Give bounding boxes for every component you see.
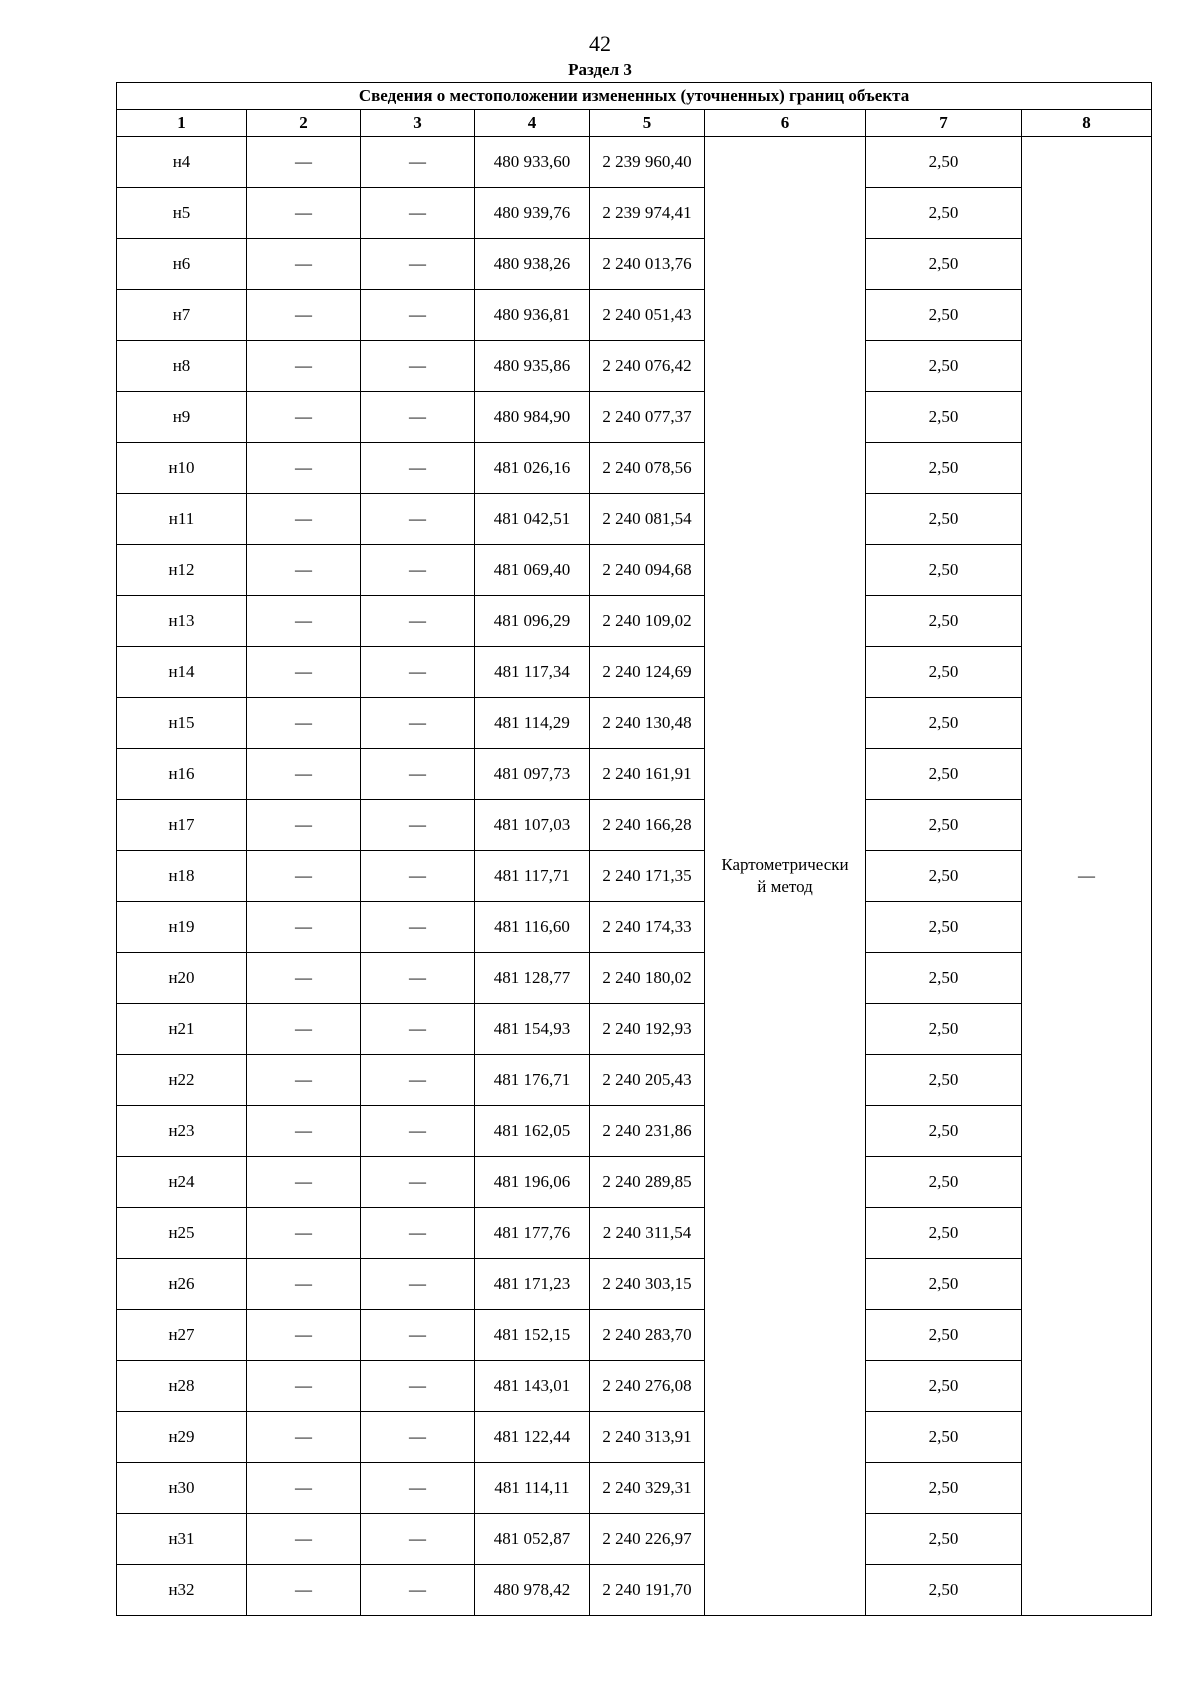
- column-3-cell: —: [361, 545, 475, 596]
- accuracy-cell: 2,50: [866, 851, 1022, 902]
- point-name-cell: н28: [117, 1361, 247, 1412]
- column-2-cell: —: [247, 851, 361, 902]
- point-name-cell: н29: [117, 1412, 247, 1463]
- column-2-cell: —: [247, 902, 361, 953]
- table-row: [117, 1361, 1152, 1412]
- coordinate-y-cell: 2 240 166,28: [590, 800, 705, 851]
- table-row: [117, 1310, 1152, 1361]
- column-2-cell: —: [247, 137, 361, 188]
- table-row: [117, 1412, 1152, 1463]
- column-3-cell: —: [361, 290, 475, 341]
- coordinate-y-cell: 2 240 283,70: [590, 1310, 705, 1361]
- table-row: [117, 902, 1152, 953]
- table-row: [117, 1004, 1152, 1055]
- column-2-cell: —: [247, 1055, 361, 1106]
- accuracy-cell: 2,50: [866, 290, 1022, 341]
- table-row: [117, 137, 1152, 188]
- column-2-cell: —: [247, 1463, 361, 1514]
- coordinate-x-cell: 481 107,03: [475, 800, 590, 851]
- column-2-cell: —: [247, 494, 361, 545]
- point-name-cell: н13: [117, 596, 247, 647]
- coordinate-y-cell: 2 240 311,54: [590, 1208, 705, 1259]
- column-3-cell: —: [361, 698, 475, 749]
- table-row: [117, 800, 1152, 851]
- point-name-cell: н27: [117, 1310, 247, 1361]
- point-name-cell: н19: [117, 902, 247, 953]
- column-2-cell: —: [247, 1106, 361, 1157]
- point-name-cell: н15: [117, 698, 247, 749]
- column-2-cell: —: [247, 1361, 361, 1412]
- coordinate-x-cell: 481 096,29: [475, 596, 590, 647]
- accuracy-cell: 2,50: [866, 953, 1022, 1004]
- column-3-cell: —: [361, 1310, 475, 1361]
- coordinate-y-cell: 2 240 077,37: [590, 392, 705, 443]
- table-row: [117, 1565, 1152, 1616]
- point-name-cell: н31: [117, 1514, 247, 1565]
- table-row: [117, 290, 1152, 341]
- coordinate-y-cell: 2 239 974,41: [590, 188, 705, 239]
- column-3-cell: —: [361, 1208, 475, 1259]
- point-name-cell: н32: [117, 1565, 247, 1616]
- column-3-cell: —: [361, 1004, 475, 1055]
- point-name-cell: н4: [117, 137, 247, 188]
- coordinate-y-cell: 2 240 174,33: [590, 902, 705, 953]
- coordinate-x-cell: 481 117,71: [475, 851, 590, 902]
- point-name-cell: н23: [117, 1106, 247, 1157]
- boundary-coordinates-table: [116, 82, 1152, 1616]
- accuracy-cell: 2,50: [866, 443, 1022, 494]
- accuracy-cell: 2,50: [866, 1004, 1022, 1055]
- accuracy-cell: 2,50: [866, 1259, 1022, 1310]
- coordinate-y-cell: 2 240 109,02: [590, 596, 705, 647]
- column-2-cell: —: [247, 239, 361, 290]
- section-title: Раздел 3: [568, 60, 632, 79]
- accuracy-cell: 2,50: [866, 698, 1022, 749]
- point-name-cell: н24: [117, 1157, 247, 1208]
- column-3-cell: —: [361, 1514, 475, 1565]
- column-2-cell: —: [247, 1259, 361, 1310]
- accuracy-cell: 2,50: [866, 494, 1022, 545]
- accuracy-cell: 2,50: [866, 1412, 1022, 1463]
- coordinate-x-cell: 481 069,40: [475, 545, 590, 596]
- column-3-cell: —: [361, 494, 475, 545]
- column-2-cell: —: [247, 953, 361, 1004]
- table-row: [117, 188, 1152, 239]
- point-name-cell: н6: [117, 239, 247, 290]
- table-row: [117, 851, 1152, 902]
- column-2-cell: —: [247, 1157, 361, 1208]
- coordinate-x-cell: 480 938,26: [475, 239, 590, 290]
- coordinate-x-cell: 481 162,05: [475, 1106, 590, 1157]
- coordinate-x-cell: 481 152,15: [475, 1310, 590, 1361]
- accuracy-cell: 2,50: [866, 800, 1022, 851]
- accuracy-cell: 2,50: [866, 1208, 1022, 1259]
- coordinate-y-cell: 2 239 960,40: [590, 137, 705, 188]
- table-row: [117, 1463, 1152, 1514]
- table-row: [117, 1157, 1152, 1208]
- column-2-cell: —: [247, 392, 361, 443]
- column-3-cell: —: [361, 800, 475, 851]
- coordinate-y-cell: 2 240 329,31: [590, 1463, 705, 1514]
- point-name-cell: н10: [117, 443, 247, 494]
- coordinate-x-cell: 481 177,76: [475, 1208, 590, 1259]
- table-row: [117, 647, 1152, 698]
- column-2-cell: —: [247, 1514, 361, 1565]
- accuracy-cell: 2,50: [866, 137, 1022, 188]
- coordinate-x-cell: 481 116,60: [475, 902, 590, 953]
- point-name-cell: н25: [117, 1208, 247, 1259]
- table-row: [117, 596, 1152, 647]
- column-2-cell: —: [247, 290, 361, 341]
- table-row: [117, 1208, 1152, 1259]
- column-2-cell: —: [247, 545, 361, 596]
- coordinate-y-cell: 2 240 276,08: [590, 1361, 705, 1412]
- accuracy-cell: 2,50: [866, 545, 1022, 596]
- column-2-cell: —: [247, 1208, 361, 1259]
- column-3-cell: —: [361, 1412, 475, 1463]
- point-name-cell: н30: [117, 1463, 247, 1514]
- table-row: [117, 392, 1152, 443]
- coordinate-x-cell: 481 171,23: [475, 1259, 590, 1310]
- point-name-cell: н8: [117, 341, 247, 392]
- coordinate-x-cell: 481 097,73: [475, 749, 590, 800]
- table-row: [117, 545, 1152, 596]
- column-number-row: [117, 110, 1152, 137]
- accuracy-cell: 2,50: [866, 647, 1022, 698]
- table-row: [117, 698, 1152, 749]
- accuracy-cell: 2,50: [866, 1157, 1022, 1208]
- accuracy-cell: 2,50: [866, 392, 1022, 443]
- coordinate-x-cell: 480 978,42: [475, 1565, 590, 1616]
- point-name-cell: н5: [117, 188, 247, 239]
- table-caption: Сведения о местоположении измененных (уточненных) границ объекта: [117, 83, 1152, 110]
- table-body: [117, 137, 1152, 1616]
- column-number: 2: [247, 110, 361, 137]
- table-row: [117, 749, 1152, 800]
- point-name-cell: н12: [117, 545, 247, 596]
- column-3-cell: —: [361, 1055, 475, 1106]
- coordinate-y-cell: 2 240 161,91: [590, 749, 705, 800]
- column-2-cell: —: [247, 800, 361, 851]
- coordinate-x-cell: 481 122,44: [475, 1412, 590, 1463]
- point-name-cell: н17: [117, 800, 247, 851]
- point-name-cell: н21: [117, 1004, 247, 1055]
- column-3-cell: —: [361, 1106, 475, 1157]
- coordinate-x-cell: 481 026,16: [475, 443, 590, 494]
- column-3-cell: —: [361, 1157, 475, 1208]
- column-3-cell: —: [361, 341, 475, 392]
- table-row: [117, 494, 1152, 545]
- point-name-cell: н7: [117, 290, 247, 341]
- coordinate-y-cell: 2 240 226,97: [590, 1514, 705, 1565]
- coordinate-y-cell: 2 240 191,70: [590, 1565, 705, 1616]
- column-number: 1: [117, 110, 247, 137]
- method-text: Картометрически й метод: [721, 855, 849, 896]
- table-row: [117, 443, 1152, 494]
- column-2-cell: —: [247, 341, 361, 392]
- accuracy-cell: 2,50: [866, 596, 1022, 647]
- column-3-cell: —: [361, 1463, 475, 1514]
- coordinate-y-cell: 2 240 171,35: [590, 851, 705, 902]
- table-row: [117, 1259, 1152, 1310]
- coordinate-y-cell: 2 240 303,15: [590, 1259, 705, 1310]
- point-name-cell: н18: [117, 851, 247, 902]
- table-row: [117, 341, 1152, 392]
- column-2-cell: —: [247, 698, 361, 749]
- point-name-cell: н20: [117, 953, 247, 1004]
- column-3-cell: —: [361, 647, 475, 698]
- accuracy-cell: 2,50: [866, 1055, 1022, 1106]
- column-2-cell: —: [247, 1412, 361, 1463]
- coordinate-x-cell: 481 196,06: [475, 1157, 590, 1208]
- accuracy-cell: 2,50: [866, 1106, 1022, 1157]
- accuracy-cell: 2,50: [866, 1514, 1022, 1565]
- accuracy-cell: 2,50: [866, 1361, 1022, 1412]
- column-3-cell: —: [361, 1259, 475, 1310]
- column-3-cell: —: [361, 188, 475, 239]
- coordinate-y-cell: 2 240 081,54: [590, 494, 705, 545]
- accuracy-cell: 2,50: [866, 1565, 1022, 1616]
- accuracy-cell: 2,50: [866, 239, 1022, 290]
- column-number: 5: [590, 110, 705, 137]
- column-2-cell: —: [247, 596, 361, 647]
- column-3-cell: —: [361, 1565, 475, 1616]
- coordinate-x-cell: 481 114,29: [475, 698, 590, 749]
- coordinate-y-cell: 2 240 205,43: [590, 1055, 705, 1106]
- coordinate-y-cell: 2 240 076,42: [590, 341, 705, 392]
- coordinate-y-cell: 2 240 078,56: [590, 443, 705, 494]
- point-name-cell: н11: [117, 494, 247, 545]
- column-8-cell: —: [1022, 137, 1152, 1616]
- accuracy-cell: 2,50: [866, 341, 1022, 392]
- coordinate-y-cell: 2 240 051,43: [590, 290, 705, 341]
- table-row: [117, 1106, 1152, 1157]
- column-number: 3: [361, 110, 475, 137]
- point-name-cell: н22: [117, 1055, 247, 1106]
- column-2-cell: —: [247, 443, 361, 494]
- coordinate-y-cell: 2 240 192,93: [590, 1004, 705, 1055]
- point-name-cell: н9: [117, 392, 247, 443]
- column-number: 6: [705, 110, 866, 137]
- column-number: 7: [866, 110, 1022, 137]
- column-2-cell: —: [247, 647, 361, 698]
- column-3-cell: —: [361, 239, 475, 290]
- coordinate-x-cell: 481 114,11: [475, 1463, 590, 1514]
- table-row: [117, 1514, 1152, 1565]
- coordinate-x-cell: 480 933,60: [475, 137, 590, 188]
- coordinate-y-cell: 2 240 180,02: [590, 953, 705, 1004]
- coordinate-y-cell: 2 240 313,91: [590, 1412, 705, 1463]
- accuracy-cell: 2,50: [866, 188, 1022, 239]
- table-row: [117, 953, 1152, 1004]
- coordinate-x-cell: 480 984,90: [475, 392, 590, 443]
- column-2-cell: —: [247, 749, 361, 800]
- coordinate-y-cell: 2 240 013,76: [590, 239, 705, 290]
- column-number: 4: [475, 110, 590, 137]
- column-2-cell: —: [247, 1565, 361, 1616]
- table-row: [117, 239, 1152, 290]
- coordinate-y-cell: 2 240 124,69: [590, 647, 705, 698]
- coordinate-x-cell: 481 176,71: [475, 1055, 590, 1106]
- coordinate-x-cell: 481 143,01: [475, 1361, 590, 1412]
- accuracy-cell: 2,50: [866, 1310, 1022, 1361]
- table-row: [117, 1055, 1152, 1106]
- point-name-cell: н26: [117, 1259, 247, 1310]
- column-2-cell: —: [247, 1004, 361, 1055]
- accuracy-cell: 2,50: [866, 749, 1022, 800]
- coordinate-x-cell: 480 935,86: [475, 341, 590, 392]
- coordinate-y-cell: 2 240 094,68: [590, 545, 705, 596]
- coordinate-x-cell: 481 128,77: [475, 953, 590, 1004]
- coordinate-y-cell: 2 240 289,85: [590, 1157, 705, 1208]
- coordinate-y-cell: 2 240 130,48: [590, 698, 705, 749]
- column-2-cell: —: [247, 1310, 361, 1361]
- coordinate-x-cell: 480 939,76: [475, 188, 590, 239]
- column-number: 8: [1022, 110, 1152, 137]
- accuracy-cell: 2,50: [866, 1463, 1022, 1514]
- accuracy-cell: 2,50: [866, 902, 1022, 953]
- column-3-cell: —: [361, 851, 475, 902]
- column-3-cell: —: [361, 749, 475, 800]
- coordinate-x-cell: 481 117,34: [475, 647, 590, 698]
- column-3-cell: —: [361, 1361, 475, 1412]
- column-3-cell: —: [361, 953, 475, 1004]
- column-3-cell: —: [361, 392, 475, 443]
- column-3-cell: —: [361, 902, 475, 953]
- column-3-cell: —: [361, 443, 475, 494]
- coordinate-x-cell: 481 154,93: [475, 1004, 590, 1055]
- coordinate-x-cell: 480 936,81: [475, 290, 590, 341]
- coordinate-y-cell: 2 240 231,86: [590, 1106, 705, 1157]
- point-name-cell: н14: [117, 647, 247, 698]
- column-3-cell: —: [361, 137, 475, 188]
- coordinate-x-cell: 481 042,51: [475, 494, 590, 545]
- page-number: 42: [589, 31, 611, 56]
- column-2-cell: —: [247, 188, 361, 239]
- point-name-cell: н16: [117, 749, 247, 800]
- column-3-cell: —: [361, 596, 475, 647]
- coordinate-x-cell: 481 052,87: [475, 1514, 590, 1565]
- method-cell: [705, 137, 866, 1616]
